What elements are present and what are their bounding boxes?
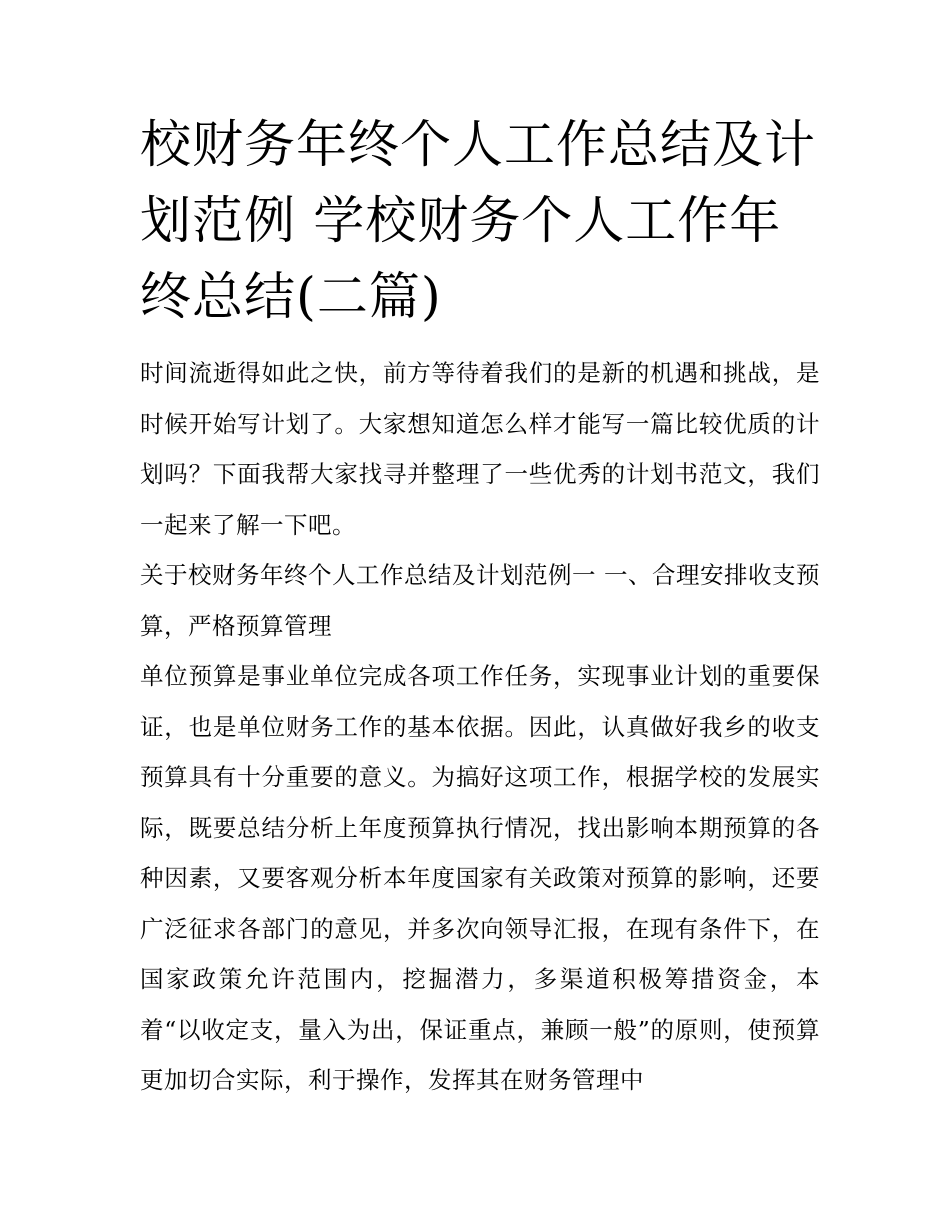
intro-paragraph: 时间流逝得如此之快，前方等待着我们的是新的机遇和挑战，是时候开始写计划了。大家想知道怎么样才能写一篇比较优质的计划吗？下面我帮大家找寻并整理了一些优秀的计划书范文，我们一起来了解一下吧。 [140, 359, 820, 539]
document-title: 校财务年终个人工作总结及计划范例 学校财务个人工作年终总结(二篇) [140, 116, 817, 327]
document-body [140, 348, 820, 1106]
section-heading-paragraph: 关于校财务年终个人工作总结及计划范例一 一、合理安排收支预算，严格预算管理 [140, 561, 820, 640]
budget-paragraph: 单位预算是事业单位完成各项工作任务，实现事业计划的重要保证，也是单位财务工作的基本依据。因此，认真做好我乡的收支预算具有十分重要的意义。为搞好这项工作，根据学校的发展实际，既要总结分析上年度预算执行情况，找出影响本期预算的各种因素，又要客观分析本年度国家有关政策对预算的影响，还要广泛征求各部门的意见，并多次向领导汇报，在现有条件下，在国家政策允许范围内，挖掘潜力，多渠道积极筹措资金，本着“以收定支，量入为出，保证重点，兼顾一般”的原则，使预算更加切合实际，利于操作，发挥其在财务管理中 [140, 662, 820, 1094]
document-content [140, 108, 820, 1106]
